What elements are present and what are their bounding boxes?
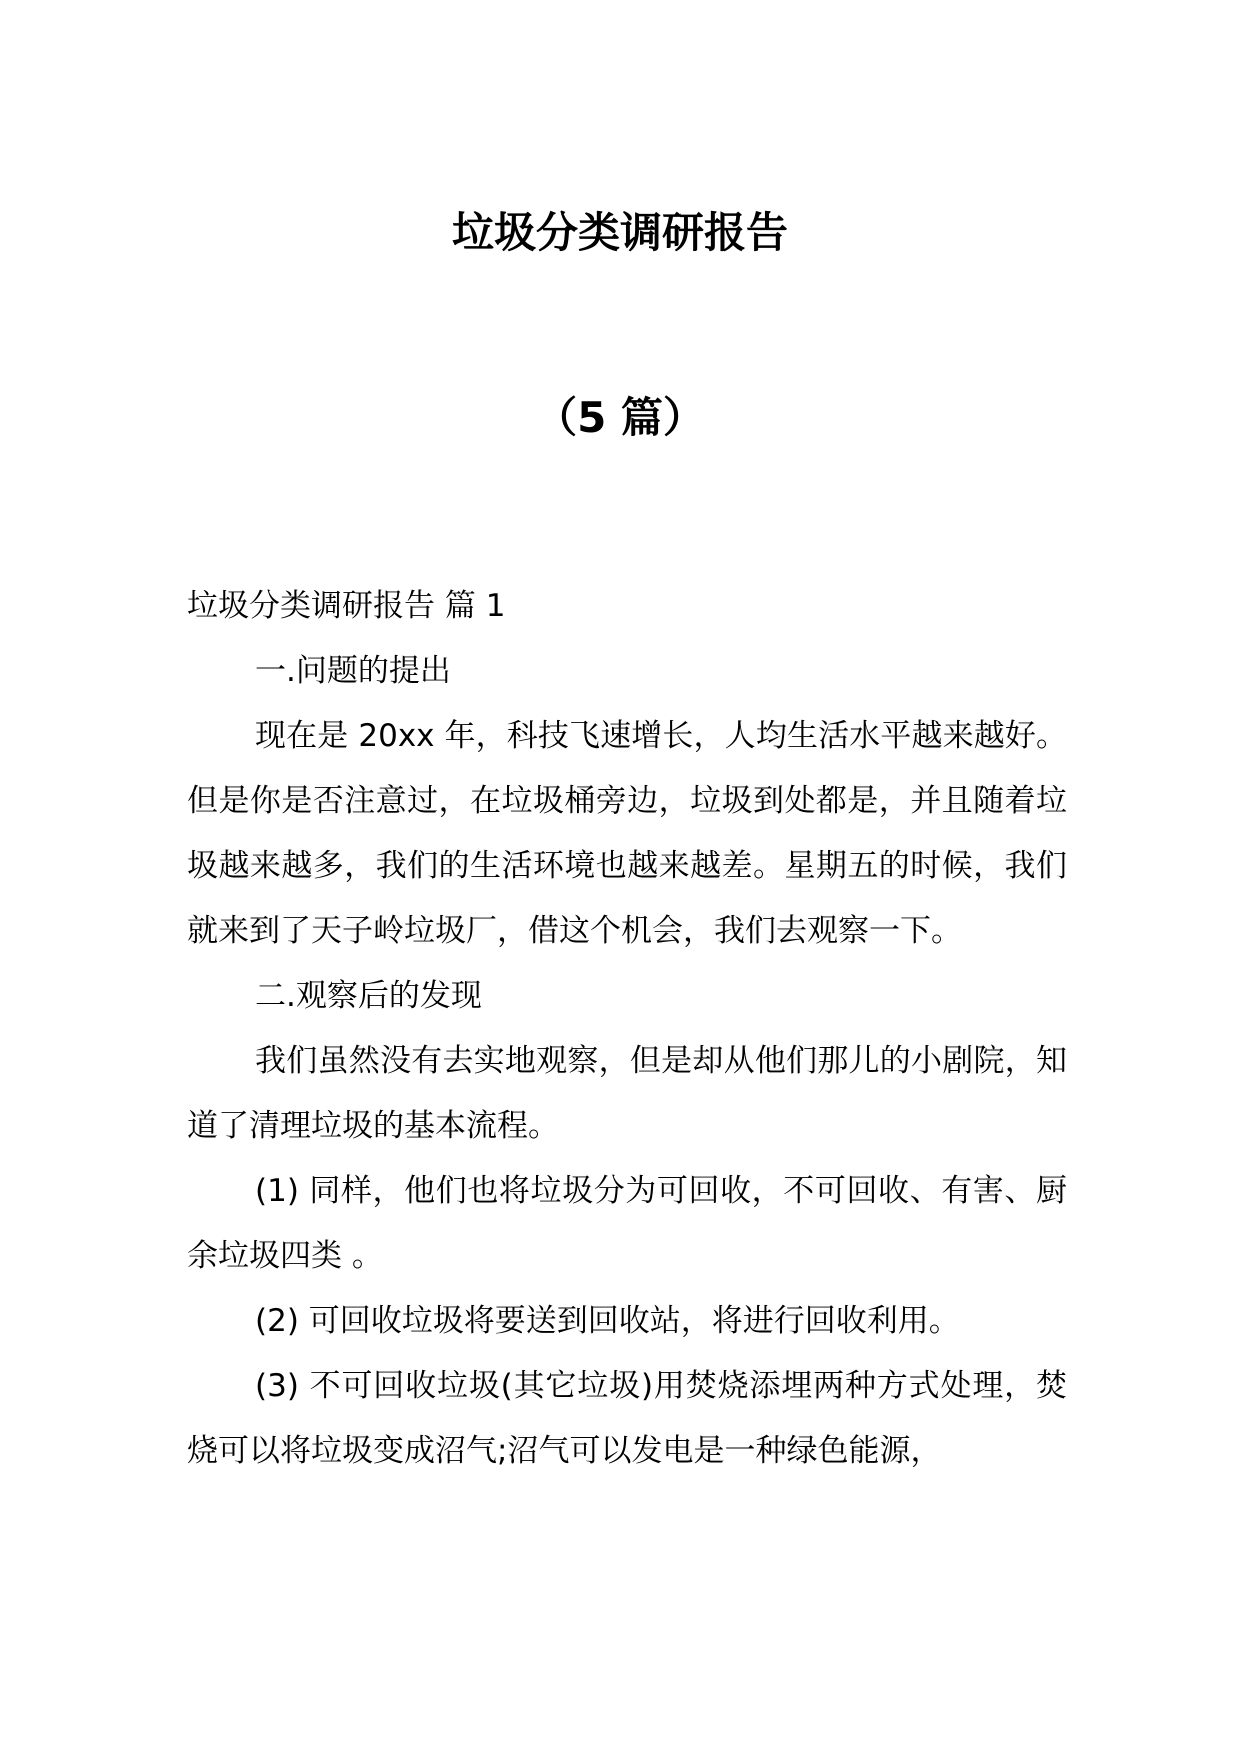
document-subtitle: （5 篇）: [535, 393, 705, 442]
section-heading: 垃圾分类调研报告 篇 1: [187, 588, 506, 624]
document-title: 垃圾分类调研报告: [451, 208, 788, 257]
list-item-3: (3) 不可回收垃圾(其它垃圾)用焚烧添埋两种方式处理，焚烧可以将垃圾变成沼气;沼气可以发电是一种绿色能源，: [187, 1368, 1067, 1469]
paragraph-intro: 现在是 20xx 年，科技飞速增长，人均生活水平越来越好。但是你是否注意过，在垃圾桶旁边，垃圾到处都是，并且随着垃圾越来越多，我们的生活环境也越来越差。星期五的时候，我们就来到了天子岭垃圾厂，借这个机会，我们去观察一下。: [187, 718, 1067, 949]
heading-problem: 一.问题的提出: [255, 653, 451, 689]
list-item-1: (1) 同样，他们也将垃圾分为可回收，不可回收、有害、厨余垃圾四类 。: [187, 1173, 1067, 1274]
document-body: [187, 574, 1067, 1484]
paragraph-findings: 我们虽然没有去实地观察，但是却从他们那儿的小剧院，知道了清理垃圾的基本流程。: [187, 1043, 1067, 1144]
list-item-2: (2) 可回收垃圾将要送到回收站，将进行回收利用。: [255, 1303, 960, 1339]
heading-findings: 二.观察后的发现: [255, 978, 482, 1014]
